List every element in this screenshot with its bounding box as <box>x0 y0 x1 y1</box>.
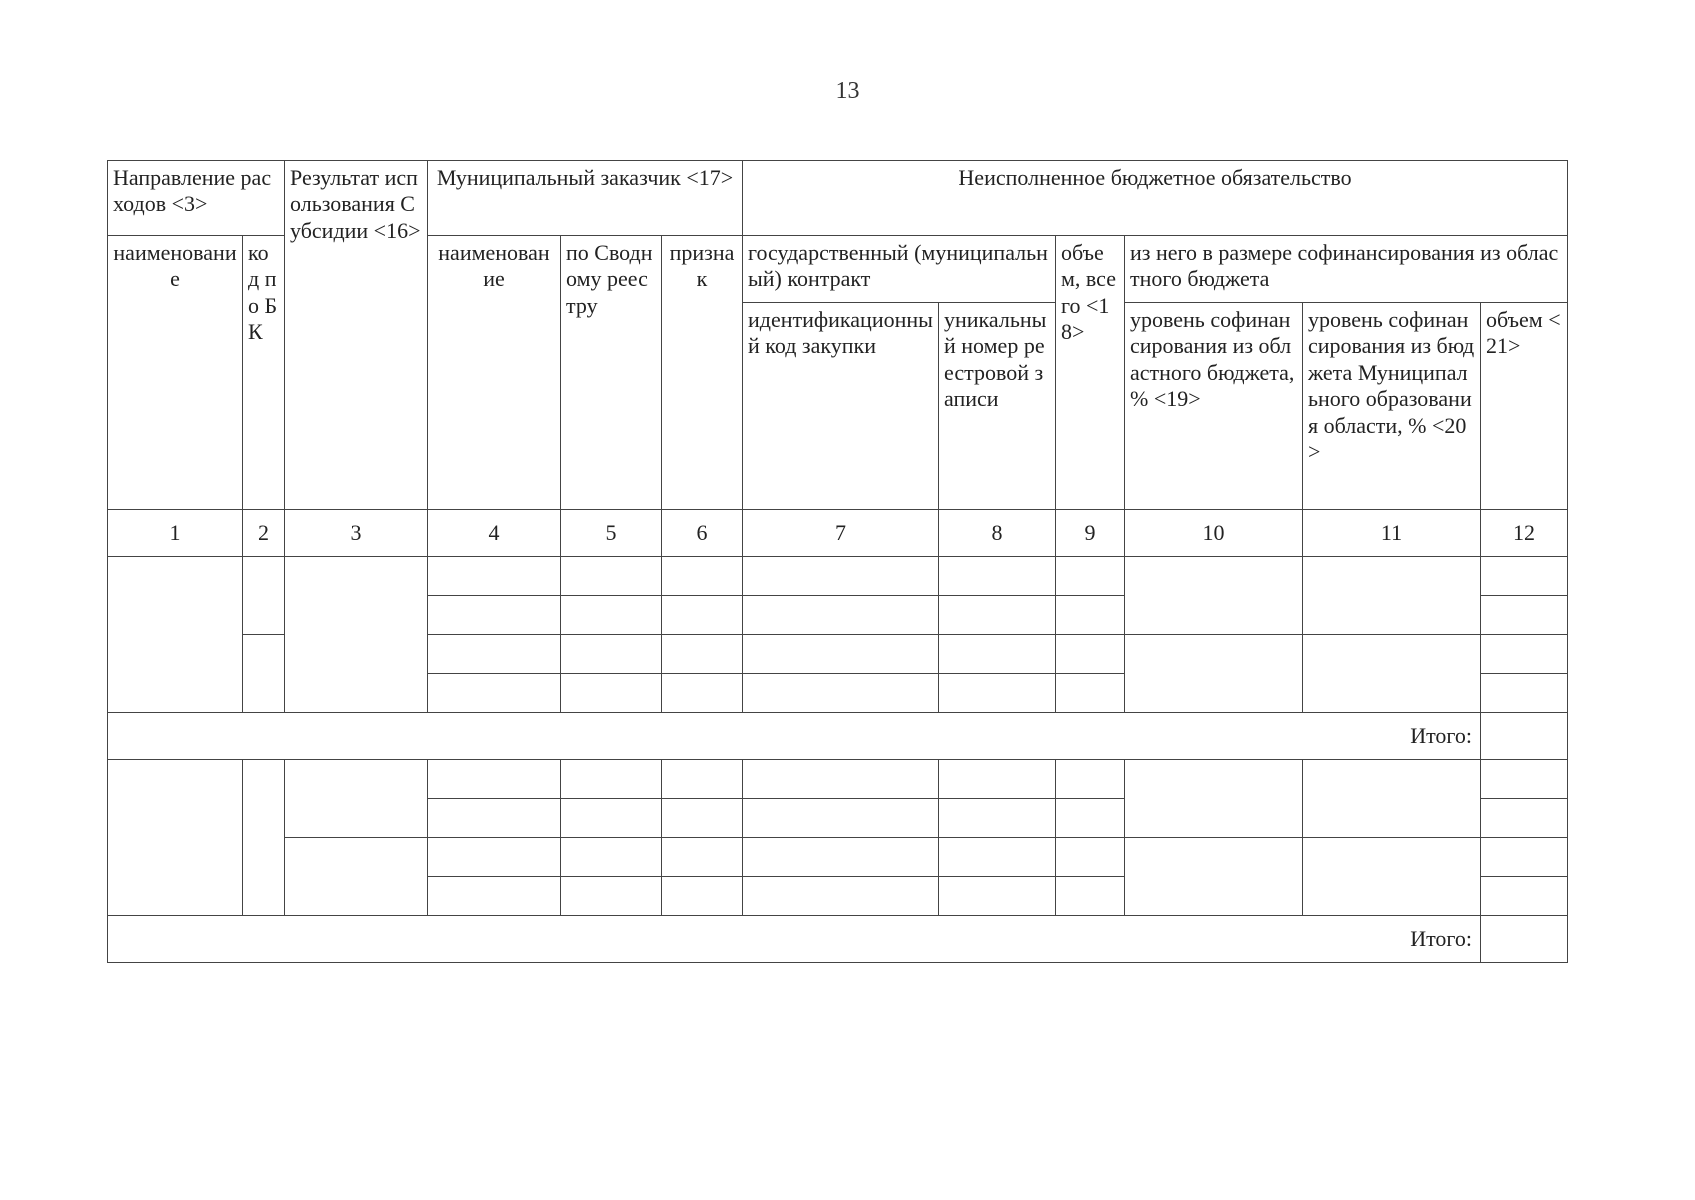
total-label: Итого: <box>108 916 1481 963</box>
cell[interactable] <box>428 557 561 596</box>
cell[interactable] <box>1056 674 1125 713</box>
cell[interactable] <box>939 838 1056 877</box>
header-row-1 <box>108 161 1568 236</box>
cell[interactable] <box>1481 674 1568 713</box>
column-number: 4 <box>428 510 561 557</box>
column-number: 10 <box>1125 510 1303 557</box>
header-result: Результат использования Субсидии <16> <box>285 161 428 510</box>
cell[interactable] <box>743 557 939 596</box>
cell-level-municipal[interactable] <box>1303 760 1481 838</box>
total-value-cell[interactable] <box>1481 713 1568 760</box>
cell[interactable] <box>1481 635 1568 674</box>
cell-level-municipal[interactable] <box>1303 838 1481 916</box>
table-row <box>108 838 1568 877</box>
header-contract: государственный (муниципальный) контракт <box>743 236 1056 303</box>
cell[interactable] <box>428 635 561 674</box>
header-level-municipal: уровень софинансирования из бюджета Муниципального образования области, % <20> <box>1303 303 1481 510</box>
header-volume-total: объем, всего <18> <box>1056 236 1125 510</box>
cell[interactable] <box>743 596 939 635</box>
cell[interactable] <box>561 596 662 635</box>
total-label: Итого: <box>108 713 1481 760</box>
cell[interactable] <box>743 799 939 838</box>
cell[interactable] <box>561 674 662 713</box>
cell[interactable] <box>1481 557 1568 596</box>
column-number: 2 <box>243 510 285 557</box>
header-customer: Муниципальный заказчик <17> <box>428 161 743 236</box>
cell-direction-code[interactable] <box>243 635 285 713</box>
header-cofinance: из него в размере софинансирования из областного бюджета <box>1125 236 1568 303</box>
cell[interactable] <box>743 674 939 713</box>
header-obligation: Неисполненное бюджетное обязательство <box>743 161 1568 236</box>
cell[interactable] <box>1056 760 1125 799</box>
cell[interactable] <box>1481 877 1568 916</box>
cell[interactable] <box>743 635 939 674</box>
header-level-region: уровень софинансирования из областного бюджета, % <19> <box>1125 303 1303 510</box>
cell[interactable] <box>561 635 662 674</box>
total-row <box>108 916 1568 963</box>
cell[interactable] <box>1481 596 1568 635</box>
cell[interactable] <box>939 557 1056 596</box>
cell[interactable] <box>1481 838 1568 877</box>
cell[interactable] <box>1481 760 1568 799</box>
cell[interactable] <box>1056 799 1125 838</box>
cell[interactable] <box>428 596 561 635</box>
cell[interactable] <box>561 838 662 877</box>
cell[interactable] <box>428 674 561 713</box>
cell[interactable] <box>561 760 662 799</box>
cell-direction-code[interactable] <box>243 760 285 916</box>
header-direction-name: наименование <box>108 236 243 510</box>
header-cofinance-volume: объем <21> <box>1481 303 1568 510</box>
column-number: 6 <box>662 510 743 557</box>
budget-obligation-table <box>107 160 1568 963</box>
cell-result[interactable] <box>285 557 428 713</box>
header-contract-registry: уникальный номер реестровой записи <box>939 303 1056 510</box>
cell[interactable] <box>743 760 939 799</box>
column-number-row <box>108 510 1568 557</box>
cell[interactable] <box>939 674 1056 713</box>
cell[interactable] <box>428 877 561 916</box>
column-number: 7 <box>743 510 939 557</box>
cell-direction-name[interactable] <box>108 557 243 713</box>
cell-level-region[interactable] <box>1125 557 1303 635</box>
cell[interactable] <box>662 760 743 799</box>
column-number: 5 <box>561 510 662 557</box>
cell[interactable] <box>662 799 743 838</box>
header-customer-name: наименование <box>428 236 561 510</box>
cell[interactable] <box>939 799 1056 838</box>
cell[interactable] <box>1056 838 1125 877</box>
cell[interactable] <box>662 596 743 635</box>
cell[interactable] <box>939 596 1056 635</box>
cell-level-region[interactable] <box>1125 635 1303 713</box>
cell-level-municipal[interactable] <box>1303 557 1481 635</box>
table-row <box>108 760 1568 799</box>
column-number: 8 <box>939 510 1056 557</box>
cell[interactable] <box>561 799 662 838</box>
cell[interactable] <box>428 760 561 799</box>
header-customer-registry: по Сводному реестру <box>561 236 662 510</box>
cell[interactable] <box>1056 877 1125 916</box>
cell[interactable] <box>561 877 662 916</box>
cell-result[interactable] <box>285 838 428 916</box>
header-direction-code: код по БК <box>243 236 285 510</box>
cell-level-region[interactable] <box>1125 838 1303 916</box>
cell[interactable] <box>428 838 561 877</box>
cell[interactable] <box>939 760 1056 799</box>
cell[interactable] <box>662 635 743 674</box>
cell[interactable] <box>662 674 743 713</box>
cell[interactable] <box>1481 799 1568 838</box>
column-number: 9 <box>1056 510 1125 557</box>
header-customer-sign: признак <box>662 236 743 510</box>
header-contract-id: идентификационный код закупки <box>743 303 939 510</box>
cell-direction-code[interactable] <box>243 557 285 635</box>
column-number: 3 <box>285 510 428 557</box>
page-number: 13 <box>835 78 860 104</box>
table-row <box>108 557 1568 596</box>
cell[interactable] <box>939 635 1056 674</box>
header-direction: Направление расходов <3> <box>108 161 285 236</box>
cell-result[interactable] <box>285 760 428 838</box>
column-number: 12 <box>1481 510 1568 557</box>
cell-direction-name[interactable] <box>108 760 243 916</box>
cell[interactable] <box>662 838 743 877</box>
total-row <box>108 713 1568 760</box>
cell[interactable] <box>662 557 743 596</box>
cell[interactable] <box>743 838 939 877</box>
column-number: 11 <box>1303 510 1481 557</box>
cell[interactable] <box>939 877 1056 916</box>
total-value-cell[interactable] <box>1481 916 1568 963</box>
cell[interactable] <box>561 557 662 596</box>
column-number: 1 <box>108 510 243 557</box>
cell[interactable] <box>1056 557 1125 596</box>
cell[interactable] <box>1056 596 1125 635</box>
cell-level-region[interactable] <box>1125 760 1303 838</box>
cell[interactable] <box>662 877 743 916</box>
cell[interactable] <box>428 799 561 838</box>
cell[interactable] <box>1056 635 1125 674</box>
cell[interactable] <box>743 877 939 916</box>
cell-level-municipal[interactable] <box>1303 635 1481 713</box>
